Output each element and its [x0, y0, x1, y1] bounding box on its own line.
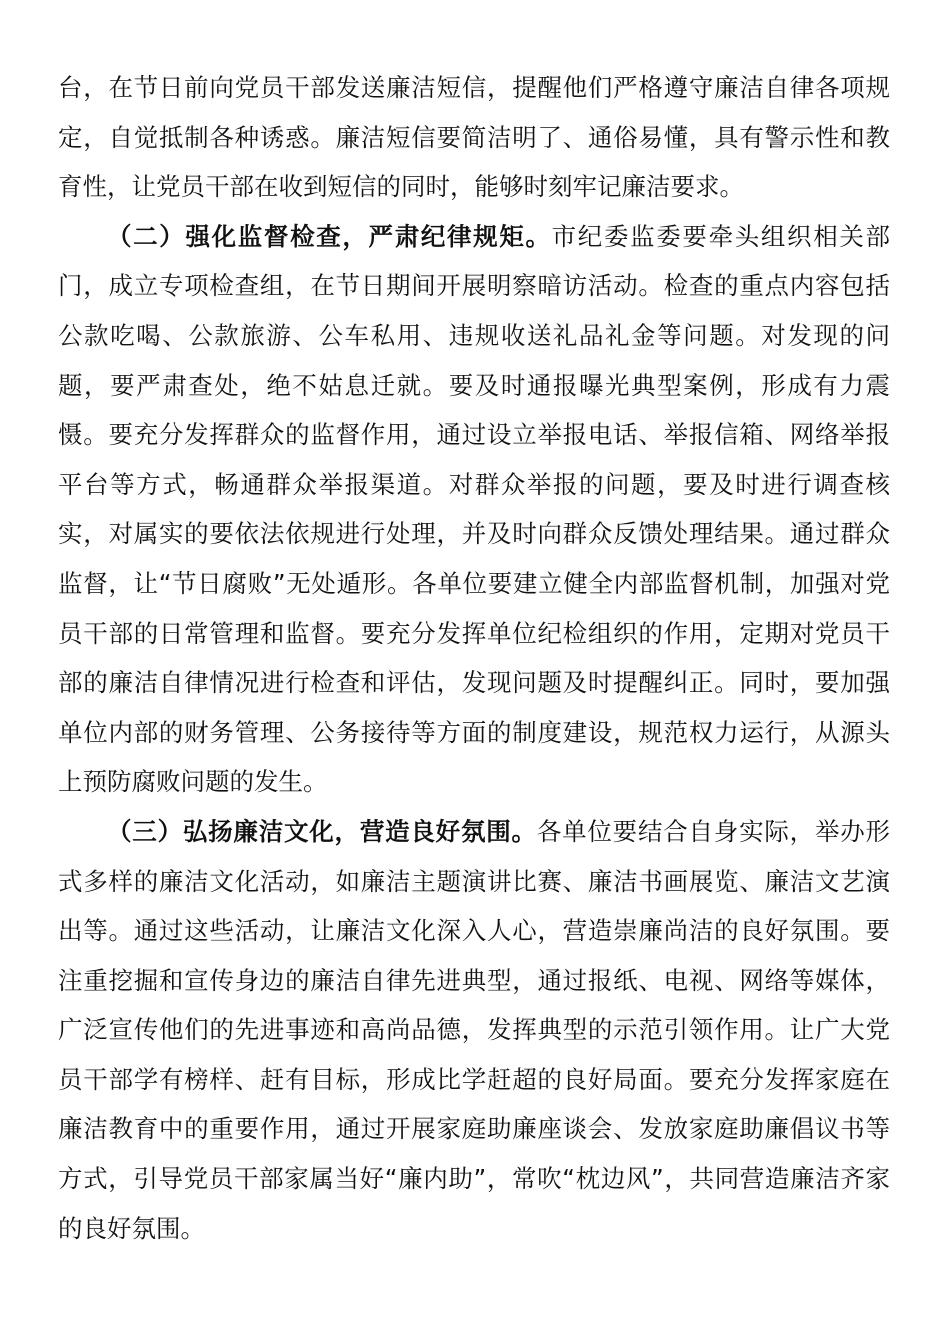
section-supervision	[58, 212, 890, 807]
paragraph-text: 台，在节日前向党员干部发送廉洁短信，提醒他们严格遵守廉洁自律各项规定，自觉抵制各种诱惑。廉洁短信要简洁明了、通俗易懂，具有警示性和教育性，让党员干部在收到短信的同时，能够时刻牢记廉洁要求。	[58, 73, 890, 202]
document-body	[58, 63, 890, 1253]
section-culture	[58, 807, 890, 1253]
section-heading: （二）强化监督检查，严肃纪律规矩。	[107, 221, 552, 251]
section-body: 各单位要结合自身实际，举办形式多样的廉洁文化活动，如廉洁主题演讲比赛、廉洁书画展览、廉洁文艺演出等。通过这些活动，让廉洁文化深入人心，营造崇廉尚洁的良好氛围。要注重挖掘和宣传身边的廉洁自律先进典型，通过报纸、电视、网络等媒体，广泛宣传他们的先进事迹和高尚品德，发挥典型的示范引领作用。让广大党员干部学有榜样、赶有目标，形成比学赶超的良好局面。要充分发挥家庭在廉洁教育中的重要作用，通过开展家庭助廉座谈会、发放家庭助廉倡议书等方式，引导党员干部家属当好“廉内助”，常吹“枕边风”，共同营造廉洁齐家的良好氛围。	[58, 816, 891, 1243]
section-body: 市纪委监委要牵头组织相关部门，成立专项检查组，在节日期间开展明察暗访活动。检查的重点内容包括公款吃喝、公款旅游、公车私用、违规收送礼品礼金等问题。对发现的问题，要严肃查处，绝不姑息迁就。要及时通报曝光典型案例，形成有力震慑。要充分发挥群众的监督作用，通过设立举报电话、举报信箱、网络举报平台等方式，畅通群众举报渠道。对群众举报的问题，要及时进行调查核实，对属实的要依法依规进行处理，并及时向群众反馈处理结果。通过群众监督，让“节日腐败”无处遁形。各单位要建立健全内部监督机制，加强对党员干部的日常管理和监督。要充分发挥单位纪检组织的作用，定期对党员干部的廉洁自律情况进行检查和评估，发现问题及时提醒纠正。同时，要加强单位内部的财务管理、公务接待等方面的制度建设，规范权力运行，从源头上预防腐败问题的发生。	[58, 221, 891, 797]
paragraph-continuation	[58, 63, 890, 212]
section-heading: （三）弘扬廉洁文化，营造良好氛围。	[107, 816, 537, 846]
